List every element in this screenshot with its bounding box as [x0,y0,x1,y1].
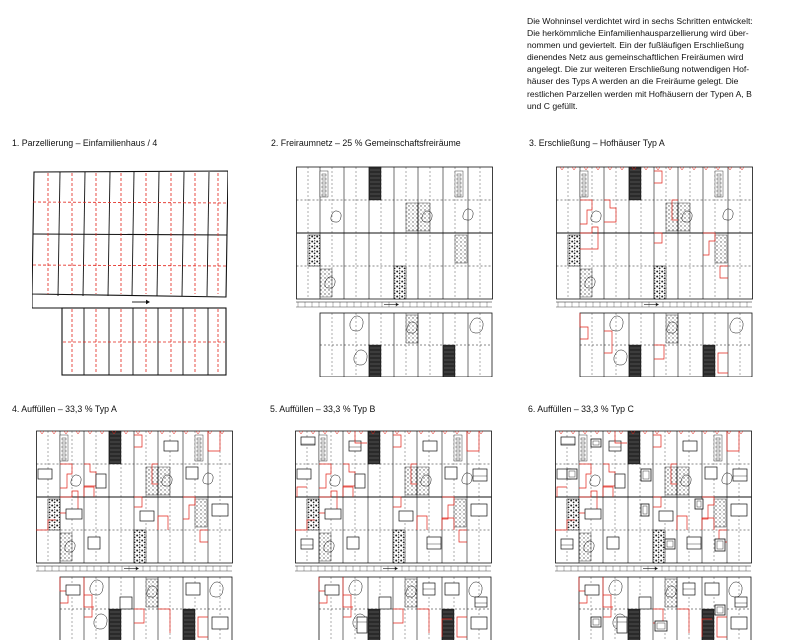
plan-drawing [555,429,752,640]
common-court [628,609,640,640]
tree-outline [210,582,223,597]
entry-mark [728,167,732,170]
garden-area [406,315,418,343]
type-a-house [393,435,401,447]
entry-mark [704,167,708,170]
parcel-divider [207,172,209,296]
garden-area [418,203,430,231]
type-a-house [60,464,72,488]
type-a-infill [325,509,341,519]
entry-mark [596,167,600,170]
tree-outline [469,582,482,597]
entry-mark [40,431,44,434]
type-b-house [475,597,487,607]
plan-drawing [556,165,753,377]
entry-mark [608,167,612,170]
type-a-infill [731,617,747,629]
red-outline [343,487,353,497]
common-court [369,345,381,377]
type-b-house [561,539,573,549]
type-a-house [459,530,467,542]
red-outline [417,516,427,530]
arrow-head [655,567,658,570]
entry-mark [692,167,696,170]
entry-mark [643,431,647,434]
entry-mark [172,431,176,434]
type-a-infill [471,504,487,516]
entry-mark [335,431,339,434]
gravel-court [568,235,580,266]
garden-area [715,235,727,263]
type-a-infill [355,474,365,488]
type-a-house [198,617,208,637]
type-a-infill [639,597,651,609]
arrow-head [396,303,399,306]
intro-line: und C gefüllt. [527,100,578,111]
tree-outline [730,318,743,333]
garden-area [320,269,332,297]
entry-mark [739,431,743,434]
type-a-house [720,266,728,278]
intro-line: angelegt. Die zur weiteren Erschließung notwendigen Hof- [527,64,750,75]
type-c-house [695,499,703,509]
type-a-house [603,464,615,486]
garden-area [666,315,678,343]
entry-mark [715,431,719,434]
type-a-infill [186,583,200,595]
step-6-caption: 6. Auffüllen – 33,3 % Typ C [528,404,634,414]
entry-mark [160,431,164,434]
type-a-house [703,233,715,255]
type-b-house [735,597,747,607]
type-a-infill [445,583,459,595]
type-c-house [591,439,601,447]
red-outline [84,487,94,497]
garden-area [579,533,591,561]
step-2-caption: 2. Freiraumnetz – 25 % Gemeinschaftsfreiräume [271,138,461,148]
type-a-infill [445,467,457,479]
common-court [369,167,381,200]
garden-area [60,533,72,561]
tree-outline [591,211,601,222]
gravel-court [307,499,319,530]
type-a-infill [615,474,625,488]
entry-mark [584,167,588,170]
entry-mark [560,167,564,170]
type-a-infill [297,469,311,479]
type-a-infill [705,467,717,479]
common-court [109,609,121,640]
type-a-infill [212,617,228,629]
type-a-house [183,497,195,519]
entry-mark [559,431,563,434]
entry-mark [455,431,459,434]
parcel-divider [182,172,184,296]
type-a-house [702,497,714,519]
type-a-infill [66,509,82,519]
entry-mark [208,431,212,434]
type-a-house [134,435,142,447]
type-a-infill [585,509,601,519]
entry-mark [88,431,92,434]
entry-mark [196,431,200,434]
type-a-infill [471,617,487,629]
type-a-infill [659,511,673,521]
type-a-infill [423,441,437,451]
garden-area [146,579,158,607]
type-a-infill [607,537,619,549]
type-a-infill [96,474,106,488]
entry-mark [467,431,471,434]
common-court [368,609,380,640]
entry-mark [359,431,363,434]
type-c-house [655,621,667,631]
tree-outline [350,316,363,331]
garden-area [417,467,429,495]
entry-mark [595,431,599,434]
type-c-house [641,504,649,516]
red-outline [158,516,168,530]
type-b-house [357,617,367,633]
type-a-infill [379,597,391,609]
tree-outline [349,580,362,595]
entry-mark [668,167,672,170]
type-a-infill [38,469,52,479]
intro-line: nommen und geviertelt. Ein der fußläufigen Erschließung [527,40,744,51]
intro-line: häuser des Typs A werden an die Freiräume gelegt. Die [527,76,739,87]
entry-mark [52,431,56,434]
gravel-court [393,530,405,563]
type-a-infill [88,537,100,549]
common-court [109,431,121,464]
entry-mark [431,431,435,434]
type-a-house [654,345,664,359]
type-a-house [580,313,588,339]
type-a-house [653,435,661,447]
type-b-house [561,437,575,445]
common-court [443,345,455,377]
gravel-court [653,530,665,563]
type-b-house [473,469,487,481]
intro-line: Die herkömmliche Einfamilienhausparzellierung wird über- [527,28,749,39]
type-a-infill [705,583,719,595]
type-c-house [715,539,725,551]
entry-mark [76,431,80,434]
common-court [629,167,641,200]
garden-area [454,499,466,527]
type-a-house [84,595,92,617]
garden-area [677,467,689,495]
tree-outline [330,475,340,486]
entry-mark [100,431,104,434]
entry-mark [644,167,648,170]
entry-mark [727,431,731,434]
entry-mark [136,431,140,434]
entry-mark [395,431,399,434]
type-c-house [591,617,601,627]
type-a-infill [399,511,413,521]
entry-mark [347,431,351,434]
garden-area [195,499,207,527]
type-a-house [579,464,591,488]
type-a-infill [186,467,198,479]
tree-outline [90,580,103,595]
red-outline [557,487,567,497]
entry-mark [740,167,744,170]
type-a-house [717,617,727,637]
entry-mark [443,431,447,434]
common-court [703,345,715,377]
step-5-caption: 5. Auffüllen – 33,3 % Typ B [270,404,376,414]
type-a-infill [683,441,697,451]
plan-drawing [32,168,228,378]
red-outline [84,577,94,607]
type-b-house [301,437,315,445]
common-court [629,345,641,377]
type-a-house [200,530,208,542]
type-a-house [604,200,616,222]
entry-mark [620,167,624,170]
plan-drawing [36,429,233,640]
type-a-house [343,464,355,486]
block-street-line [33,234,227,235]
red-outline [297,487,307,497]
tree-outline [610,316,623,331]
type-a-house [580,200,592,224]
plan-drawing [296,165,493,377]
entry-mark [572,167,576,170]
type-a-house [134,497,142,507]
type-a-infill [585,585,599,595]
tree-outline [590,475,600,486]
red-outline [158,609,170,633]
entry-mark [679,431,683,434]
type-a-infill [140,511,154,521]
intro-line: dienendes Netz aus gemeinschaftlichen Freiräumen wird [527,52,744,63]
type-a-house [604,331,612,353]
tree-outline [470,318,483,333]
entry-mark [656,167,660,170]
type-c-house [567,469,577,479]
step-3-caption: 3. Erschließung – Hofhäuser Typ A [529,138,665,148]
garden-area [319,533,331,561]
entry-mark [220,431,224,434]
garden-area [678,203,690,231]
entry-mark [184,431,188,434]
intro-text [527,15,795,112]
type-a-house [654,233,662,243]
entry-mark [655,431,659,434]
arrow-head [136,567,139,570]
type-a-infill [212,504,228,516]
step-3-plan [556,165,753,377]
tree-outline [729,582,742,597]
type-b-house [427,537,441,549]
entry-mark [383,431,387,434]
type-a-infill [731,504,747,516]
garden-area [455,235,467,263]
plan-drawing [295,429,492,640]
arrow-head [395,567,398,570]
red-outline [442,518,454,530]
common-court [183,609,195,640]
garden-area [714,499,726,527]
step-1-plan [32,168,228,378]
garden-area [665,579,677,607]
type-a-house [442,497,454,519]
type-a-house [393,609,403,623]
type-a-house [653,497,661,507]
entry-mark [148,431,152,434]
type-b-house [301,539,313,549]
entry-mark [619,431,623,434]
red-outline [677,609,689,633]
entry-mark [703,431,707,434]
gravel-court [654,266,666,299]
type-a-infill [66,585,80,595]
entry-mark [680,167,684,170]
entry-mark [407,431,411,434]
step-6-plan [555,429,752,640]
common-court [442,609,454,640]
tree-outline [71,475,81,486]
entry-mark [607,431,611,434]
entry-mark [299,431,303,434]
step-2-plan [296,165,493,377]
red-outline [343,577,353,607]
intro-line: restlichen Parzellen werden mit Hofhäusern der Typen A, B [527,88,752,99]
type-a-house [718,353,728,373]
quarter-line [33,265,227,266]
entry-mark [479,431,483,434]
type-a-house [343,595,351,617]
type-a-house [603,595,611,617]
entry-mark [323,431,327,434]
gravel-court [134,530,146,563]
red-outline [603,577,613,607]
type-c-house [715,605,725,615]
entry-mark [667,431,671,434]
entry-mark [311,431,315,434]
type-a-house [319,464,331,488]
type-a-house [654,171,662,183]
gravel-court [567,499,579,530]
type-a-house [84,464,96,486]
red-outline [603,487,613,497]
type-a-infill [325,585,339,595]
tree-outline [609,580,622,595]
garden-area [158,467,170,495]
type-b-house [617,617,627,633]
red-outline [417,609,429,633]
intro-line: Die Wohninsel verdichtet wird in sechs Schritten entwickelt: [527,16,753,26]
garden-area [580,269,592,297]
parcel-divider [157,172,159,296]
type-a-house [134,609,144,623]
type-a-house [580,227,598,249]
lower-block-outline [62,308,226,375]
type-b-house [733,469,747,481]
type-a-infill [164,441,178,451]
type-c-house [665,539,675,549]
common-court [702,609,714,640]
tree-outline [331,211,341,222]
type-a-house [393,497,401,507]
entry-mark [691,431,695,434]
type-a-infill [120,597,132,609]
garden-area [406,203,418,231]
entry-mark [419,431,423,434]
common-court [368,431,380,464]
entry-mark [583,431,587,434]
type-a-house [457,617,467,637]
red-outline [677,516,687,530]
arrow-head [146,300,150,304]
type-c-house [641,469,651,481]
entry-mark [64,431,68,434]
gravel-court [48,499,60,530]
gravel-court [394,266,406,299]
type-a-infill [347,537,359,549]
gravel-court [308,235,320,266]
entry-mark [716,167,720,170]
step-5-plan [295,429,492,640]
step-1-caption: 1. Parzellierung – Einfamilienhaus / 4 [12,138,158,148]
arrow-head [656,303,659,306]
step-4-plan [36,429,233,640]
type-b-house [687,537,701,549]
entry-mark [571,431,575,434]
entry-mark [124,431,128,434]
quarter-line [33,202,227,203]
garden-area [405,579,417,607]
red-outline [702,518,714,530]
common-court [628,431,640,464]
step-4-caption: 4. Auffüllen – 33,3 % Typ A [12,404,117,414]
